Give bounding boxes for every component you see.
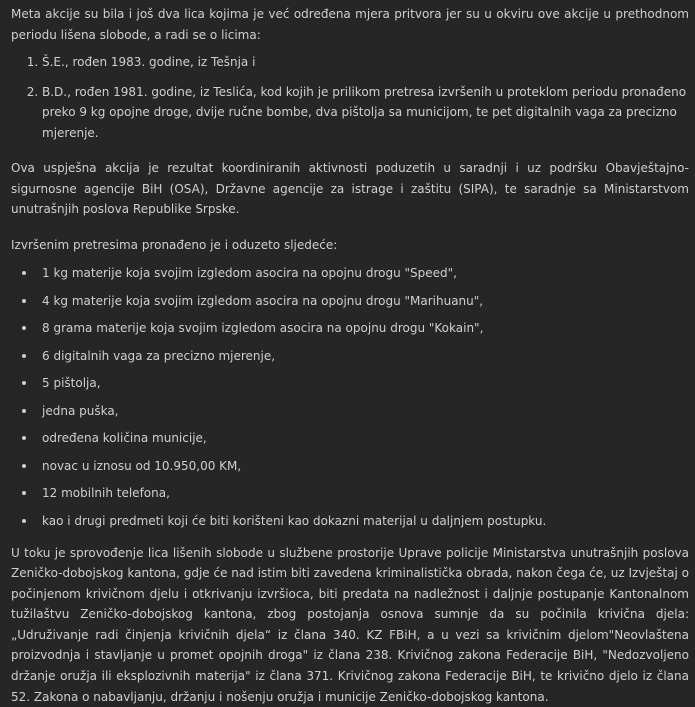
bullet-icon [22, 354, 26, 358]
search-intro-paragraph: Izvršenim pretresima pronađeno je i oduzeto sljedeće: [11, 235, 689, 256]
cooperation-paragraph: Ova uspješna akcija je rezultat koordiniranih aktivnosti poduzetih u saradnji i uz podršku Obavještajno-sigurnosne agencije BiH (OSA), Državne agencije za istrage i zaštitu (SIPA), te saradnje sa Ministarstvom unutrašnjih poslova Republike Srpske. [11, 158, 689, 220]
bullet-icon [22, 271, 26, 275]
bullet-icon [22, 519, 26, 523]
seized-item-text: 4 kg materije koja svojim izgledom asocira na opojnu drogu "Marihuanu", [42, 294, 483, 308]
suspect-item: 2. B.D., rođen 1981. godine, iz Teslića, kod kojih je prilikom pretresa izvršenih u proteklom periodu pronađeno preko 9 kg opojne droge, dvije ručne bombe, dva pištolja sa municijom, te pet digitalnih vaga za precizno mjerenje. [42, 82, 689, 144]
list-item [42, 263, 689, 283]
seized-items-list [11, 263, 689, 531]
intro-paragraph: Meta akcije su bila i još dva lica kojima je već određena mjera pritvora jer su u okviru ove akcije u prethodnom periodu lišena slobode, a radi se o licima: [11, 4, 689, 45]
list-item [42, 401, 689, 421]
list-item [42, 428, 689, 448]
suspect-item: 1. Š.E., rođen 1983. godine, iz Tešnja i [42, 52, 689, 73]
bullet-icon [22, 464, 26, 468]
bullet-icon [22, 381, 26, 385]
list-item [42, 346, 689, 366]
seized-item-text: 1 kg materije koja svojim izgledom asocira na opojnu drogu "Speed", [42, 266, 457, 280]
bullet-icon [22, 299, 26, 303]
list-item [42, 511, 689, 531]
seized-item-text: jedna puška, [42, 404, 119, 418]
list-item [42, 318, 689, 338]
seized-item-text: novac u iznosu od 10.950,00 KM, [42, 459, 241, 473]
bullet-icon [22, 409, 26, 413]
seized-item-text: 6 digitalnih vaga za precizno mjerenje, [42, 349, 275, 363]
bullet-icon [22, 436, 26, 440]
bullet-icon [22, 326, 26, 330]
list-item [42, 483, 689, 503]
seized-item-text: kao i drugi predmeti koji će biti korišteni kao dokazni materijal u daljnjem postupku. [42, 514, 546, 528]
final-paragraph: U toku je sprovođenje lica lišenih slobode u službene prostorije Uprave policije Ministarstva unutrašnjih poslova Zeničko-dobojskog kantona, gdje će nad istim biti zavedena kriminalistička obrada, nakon čega će, uz Izvještaj o počinjenom krivičnom djelu i otkrivanju izvršioca, biti predata na nadležnost i daljnje postupanje Kantonalnom tužilaštvu Zeničko-dobojskog kantona, zbog postojanja osnova sumnje da su počinila krivična djela: „Udruživanje radi činjenja krivičnih djela“ iz člana 340. KZ FBiH, a u vezi sa krivičnim djelom"Neovlaštena proizvodnja i stavljanje u promet opojnih droga" iz člana 238. Krivičnog zakona Federacije BiH, "Nedozvoljeno držanje oružja ili eksplozivnih materija" iz člana 371. Krivičnog zakona Federacije BiH, te krivično djelo iz člana 52. Zakona o nabavljanju, držanju i nošenju oružja i municije Zeničko-dobojskog kantona. [11, 543, 689, 707]
bullet-icon [22, 491, 26, 495]
seized-item-text: 8 grama materije koja svojim izgledom asocira na opojnu drogu "Kokain", [42, 321, 483, 335]
list-item [42, 291, 689, 311]
suspects-list [11, 52, 689, 143]
list-item [42, 373, 689, 393]
list-item [42, 456, 689, 476]
seized-item-text: 12 mobilnih telefona, [42, 486, 170, 500]
seized-item-text: 5 pištolja, [42, 376, 101, 390]
seized-item-text: određena količina municije, [42, 431, 207, 445]
